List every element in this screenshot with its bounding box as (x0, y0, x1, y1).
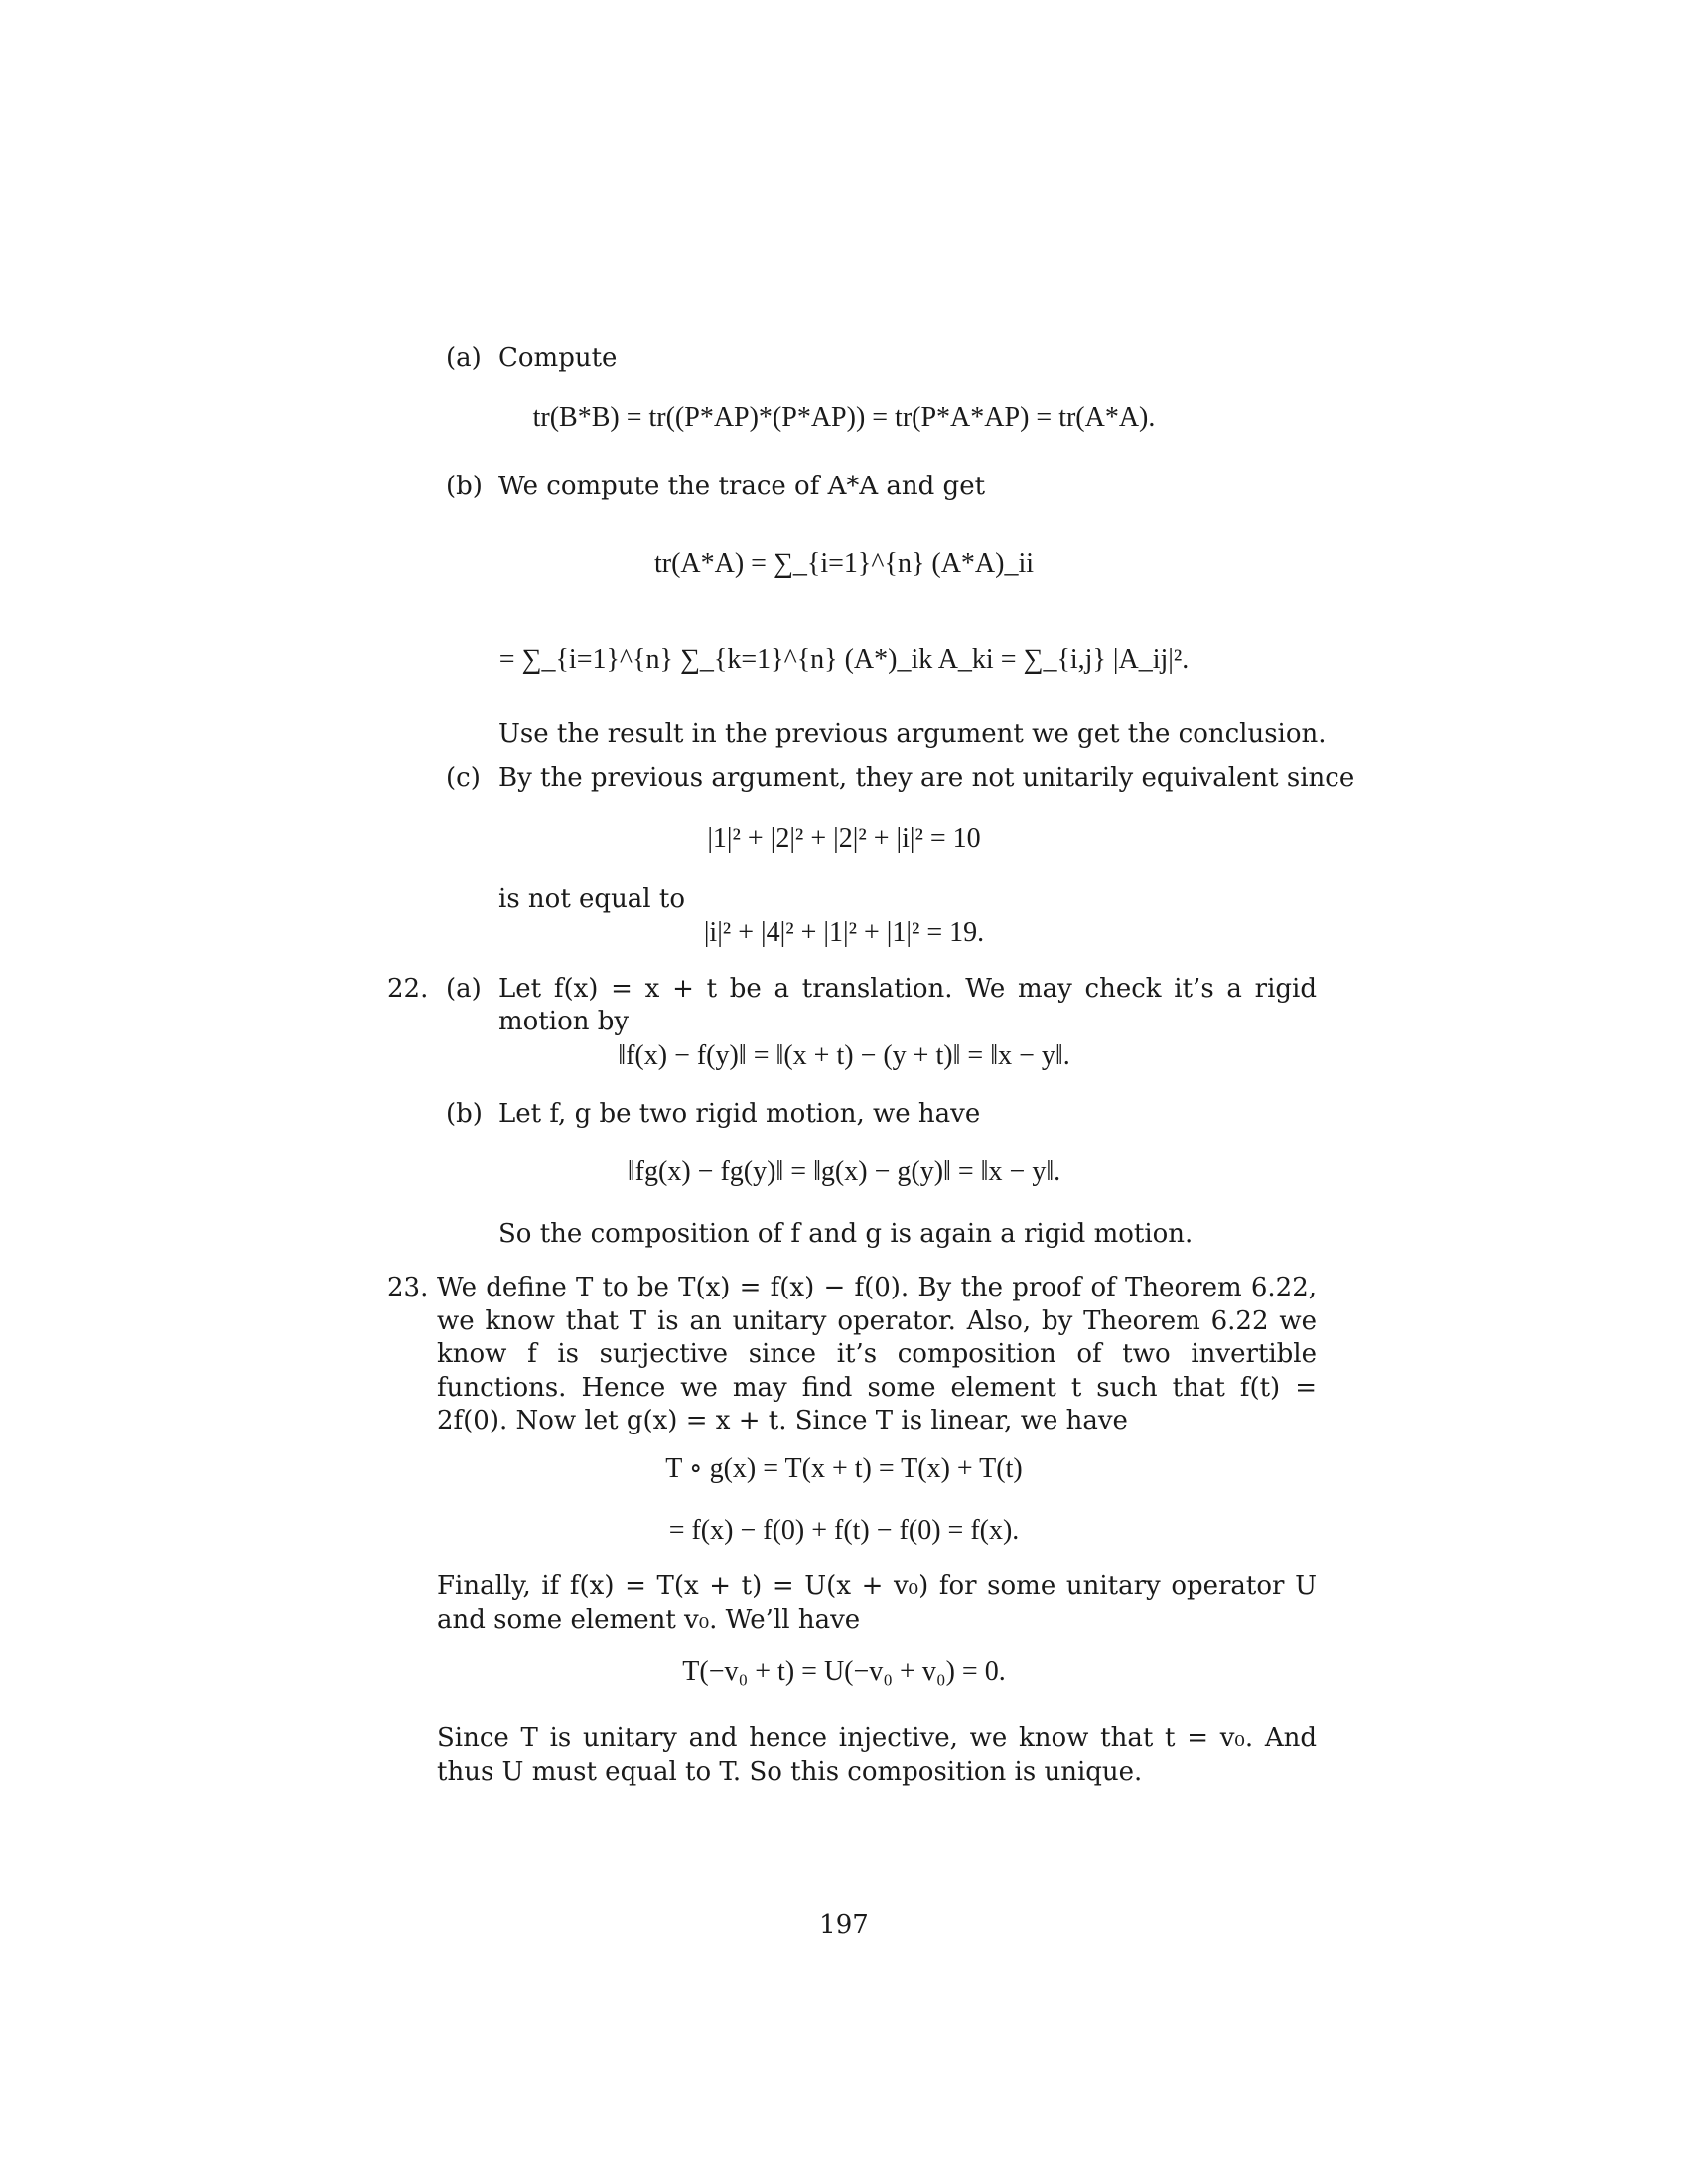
paragraph: is not equal to (498, 885, 685, 914)
problem-number: 22. (387, 974, 429, 1004)
problem-number: 23. (387, 1273, 429, 1302)
item-text: Let f, g be two rigid motion, we have (498, 1099, 981, 1129)
paragraph: Since T is unitary and hence injective, we know that t = v₀. And thus U must equal to T. So this composition is unique. (437, 1723, 1317, 1787)
item-label: (b) (446, 1099, 483, 1129)
paragraph: So the composition of f and g is again a rigid motion. (498, 1219, 1194, 1249)
equation: T(−v₀ + t) = U(−v₀ + v₀) = 0. (682, 1656, 1006, 1687)
equation: = f(x) − f(0) + f(t) − f(0) = f(x). (668, 1515, 1020, 1546)
item-text: Let f(x) = x + t be a translation. We may check it’s a rigid motion by (498, 974, 1317, 1036)
equation: tr(B*B) = tr((P*AP)*(P*AP)) = tr(P*A*AP) = tr(A*A). (532, 402, 1156, 433)
equation: |1|² + |2|² + |2|² + |i|² = 10 (707, 823, 981, 854)
equation: |i|² + |4|² + |1|² + |1|² = 19. (703, 917, 985, 948)
equation-sum-1: tr(A*A) = ∑_{i=1}^{n} (A*A)_ii (653, 548, 1035, 579)
equation: ‖f(x) − f(y)‖ = ‖(x + t) − (y + t)‖ = ‖x − y‖. (618, 1040, 1070, 1071)
equation-sum-2: = ∑_{i=1}^{n} ∑_{k=1}^{n} (A*)_ik A_ki = ∑_{i,j} |A_ij|². (498, 644, 1190, 675)
equation: ‖fg(x) − fg(y)‖ = ‖g(x) − g(y)‖ = ‖x − y‖. (627, 1157, 1061, 1187)
item-label: (a) (446, 974, 482, 1004)
page-number: 197 (819, 1910, 869, 1940)
item-text: Compute (498, 343, 618, 373)
paragraph: Finally, if f(x) = T(x + t) = U(x + v₀) for some unitary operator U and some element v₀. We’ll have (437, 1571, 1317, 1635)
item-text: By the previous argument, they are not unitarily equivalent since (498, 763, 1355, 793)
item-label: (b) (446, 472, 483, 501)
item-label: (c) (446, 763, 481, 793)
item-label: (a) (446, 343, 482, 373)
item-text: We compute the trace of A*A and get (498, 472, 986, 501)
paragraph: We define T to be T(x) = f(x) − f(0). By the proof of Theorem 6.22, we know that T is an unitary operator. Also, by Theorem 6.22 we know f is surjective since it’s composition of two invertible functions. Hence we may find some element t such that f(t) = 2f(0). Now let g(x) = x + t. Since T is linear, we have (437, 1273, 1317, 1435)
equation: T ∘ g(x) = T(x + t) = T(x) + T(t) (665, 1453, 1023, 1484)
paragraph: Use the result in the previous argument we get the conclusion. (498, 719, 1327, 749)
